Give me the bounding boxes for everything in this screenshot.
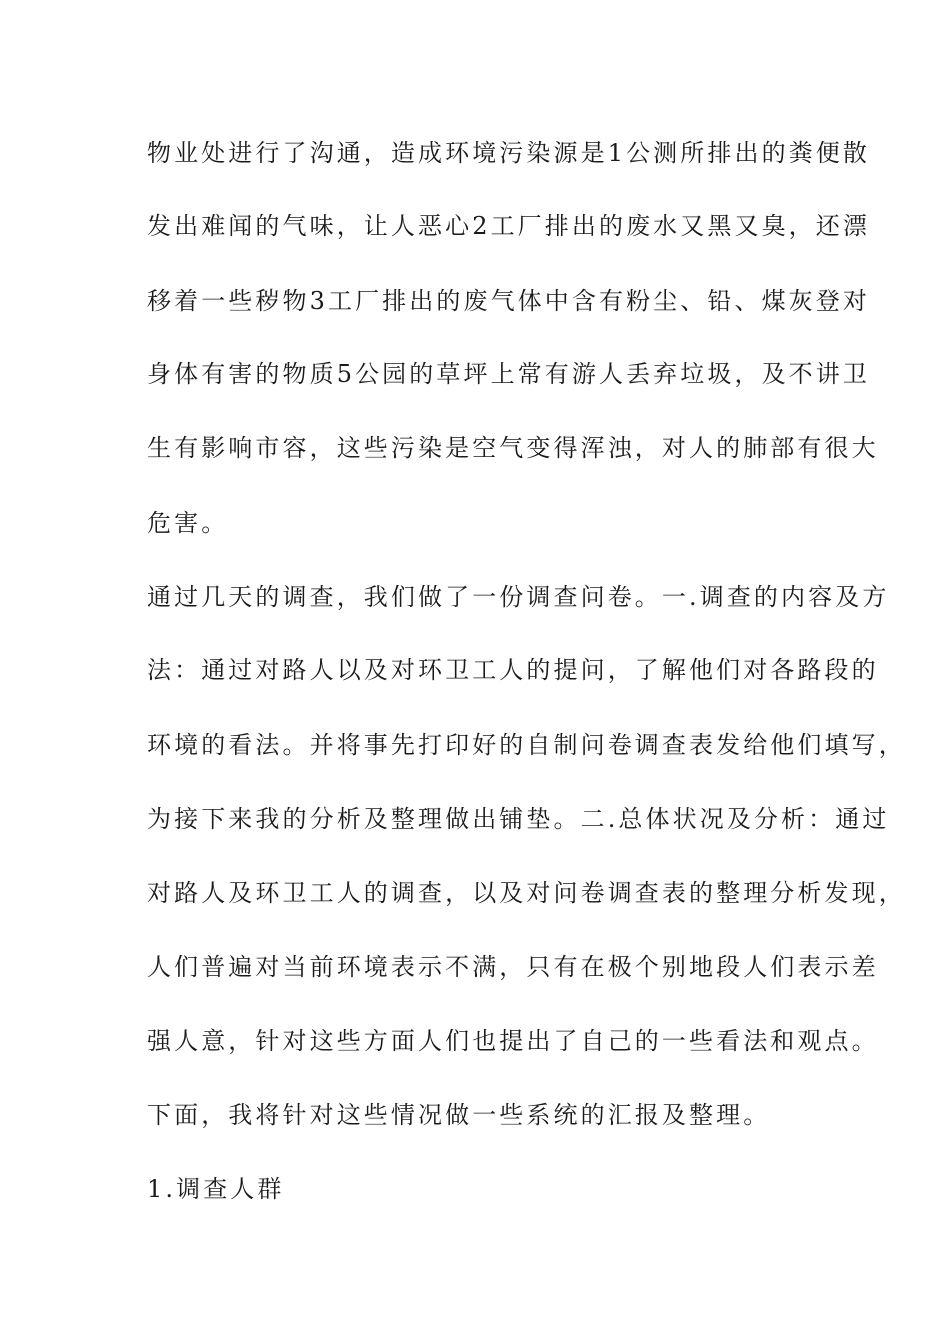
text-line: 为接下来我的分析及整理做出铺垫。二.总体状况及分析：通过 [147,805,890,833]
text-line: 危害。 [147,509,229,537]
text-line: 法：通过对路人以及对环卫工人的提问，了解他们对各路段的 [147,656,879,684]
text-line: 物业处进行了沟通，造成环境污染源是1公测所排出的粪便散 [147,139,870,167]
text-line: 通过几天的调查，我们做了一份调查问卷。一.调查的内容及方 [147,583,890,611]
text-line: 下面，我将针对这些情况做一些系统的汇报及整理。 [147,1101,771,1129]
text-line: 人们普遍对当前环境表示不满，只有在极个别地段人们表示差 [147,953,879,981]
text-line: 强人意，针对这些方面人们也提出了自己的一些看法和观点。 [147,1027,879,1055]
text-line: 身体有害的物质5公园的草坪上常有游人丢弃垃圾，及不讲卫 [147,360,870,388]
text-line: 生有影响市容，这些污染是空气变得浑浊，对人的肺部有很大 [147,434,879,462]
text-line: 移着一些秽物3工厂排出的废气体中含有粉尘、铅、煤灰登对 [147,287,870,315]
text-line: 发出难闻的气味，让人恶心2工厂排出的废水又黑又臭，还漂 [147,212,870,240]
section-heading: 1.调查人群 [147,1175,285,1203]
text-line: 对路人及环卫工人的调查，以及对问卷调查表的整理分析发现， [147,879,906,907]
text-line: 环境的看法。并将事先打印好的自制问卷调查表发给他们填写， [147,731,906,759]
